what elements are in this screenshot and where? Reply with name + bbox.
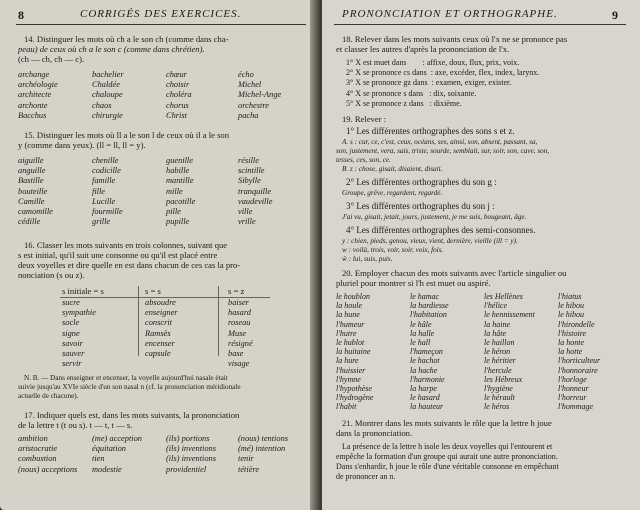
ex21-paragraph-2: empêche la formation d'un groupe qui aurait une autre prononciation. xyxy=(336,452,558,461)
ex19-item-4c: ẅ : lui, suis, puis. xyxy=(342,255,393,263)
ex19-item-4a: y : chien, pieds, genou, vieux, vient, dernière, vieille (ill = y). xyxy=(342,237,518,245)
page-number-right: 9 xyxy=(612,8,618,22)
ex20-title-2: pluriel pour montrer si l'h est muet ou aspiré. xyxy=(336,278,491,288)
ex20-title: 20. Employer chacun des mots suivants avec l'article singulier ou xyxy=(342,268,567,278)
ex16-header-2: s = s xyxy=(145,286,161,296)
ex17-column-1: ambition aristocratie combustion (nous) acceptions xyxy=(18,434,78,474)
ex16-header-3: s = z xyxy=(228,286,245,296)
ex17-column-3: (ils) portions (ils) inventions (ils) inventions providentiel xyxy=(166,434,217,474)
ex16-note-3: actuelle de chacune). xyxy=(18,392,79,400)
ex14-title: 14. Distinguer les mots où ch a le son ch (comme dans cha- xyxy=(24,34,229,44)
ex17-column-4: (nous) tentions (mé) intention tenir tétière xyxy=(238,434,289,474)
ex14-column-3: chœur choisir choléra chorus Christ xyxy=(166,70,192,120)
ex15-column-1: aiguille anguille Bastille bouteille Camille camomille cédille xyxy=(18,156,53,227)
ex19-title: 19. Relever : xyxy=(342,114,387,124)
ex16-table-divider-1 xyxy=(138,286,139,356)
ex17-column-2: (me) acception équitation tien modestie xyxy=(92,434,142,474)
ex20-column-4: l'hiatus le hibou le hibou l'hirondelle l'histoire la honte la hotte l'horticulteur l'honnoraire l'horloge l'honneur l'horreur l'hommage xyxy=(558,292,601,412)
ex14-title-2: peau) de ceux où ch a le son c (comme dans chrétien). xyxy=(18,44,205,54)
ex16-column-1: sucre sympathie socle signe savoir sauver servir xyxy=(62,298,96,369)
ex15-title-2: y (comme dans yeux). (ll = ll, ll = y). xyxy=(18,140,146,150)
ex21-title: 21. Montrer dans les mots suivants le rôle que la lettre h joue xyxy=(342,418,552,428)
ex20-column-1: le houblon la houle la hune l'humeur l'hutre le hublot la huitaine la hure l'huissier l'hymne l'hypothèse l'hydrogène l'habit xyxy=(336,292,374,412)
ex21-paragraph-4: de prononcer an n. xyxy=(336,472,396,481)
ex16-note-2: suivie jusqu'au XVIe siècle d'un son nasal n (cf. la prononciation méridionale xyxy=(18,383,241,391)
ex18-lines: 1° X est muet dans : affixe, doux, flux, prix, voix. 2° X se prononce cs dans : axe, excéder, flex, index, larynx. 3° X se prononce gz dans : examen, exiger, exister. 4° X se prononce s dans : dix, soixante. 5° X se prononce z dans : dixième. xyxy=(346,58,540,108)
ex14-column-2: bachelier Chaldée chaloupe chaos chirurgie xyxy=(92,70,124,120)
header-rule-right xyxy=(334,24,626,25)
ex15-column-3: guenille habille mantille mille pacotille pille pupille xyxy=(166,156,196,227)
ex16-column-2: absoudre enseigner conscrit Ramsès encenser capsule xyxy=(145,298,178,359)
ex20-column-2: le hamac la hardiesse l'habitation le hâle la halle le hall l'hameçon le hachot la hache l'harmonie la harpe le hasard la hauteur xyxy=(410,292,449,412)
header-rule-left xyxy=(16,24,306,25)
ex17-title-2: de la lettre t (t ou s). t — t, t — s. xyxy=(18,420,133,430)
ex15-column-4: résille scintille Sibylle tranquille vaudeville ville vrille xyxy=(238,156,273,227)
ex19-item-3: 3° Les différentes orthographes du son j : xyxy=(346,201,495,211)
ex14-column-4: écho Michel Michel-Ange orchestre pacha xyxy=(238,70,282,120)
ex14-column-1: archange archéologie architecte archonte Bacchus xyxy=(18,70,58,120)
ex16-header-1: s initiale = s xyxy=(62,286,104,296)
ex18-title: 18. Relever dans les mots suivants ceux où l'x ne se prononce pas xyxy=(342,34,568,44)
ex16-table-divider-2 xyxy=(218,286,219,356)
ex21-title-2: dans la prononciation. xyxy=(336,428,413,438)
right-page xyxy=(322,0,640,510)
running-header-right: PRONONCIATION ET ORTHOGRAPHE. xyxy=(342,8,558,20)
ex17-title: 17. Indiquer quels est, dans les mots suivants, la prononciation xyxy=(24,410,240,420)
ex15-column-2: chenille codicille famille fille Lucille fourmille grille xyxy=(92,156,123,227)
ex16-title-3: deux voyelles et dire quelle en est dans chacun de ces cas la pro- xyxy=(18,260,241,270)
ex19-item-4: 4° Les différentes orthographes des semi-consonnes. xyxy=(346,225,536,235)
ex16-title-4: nonciation (s ou z). xyxy=(18,270,85,280)
left-page xyxy=(0,0,318,510)
ex19-item-1: 1° Les différentes orthographes des sons s et z. xyxy=(346,126,515,136)
ex19-item-1a: A. s : cur, ce, c'est, ceux, océans, ses, ainsi, son, absent, passant, sa, xyxy=(342,138,538,146)
ex19-item-2a: Groupe, grêve, regardent, regardé. xyxy=(342,189,443,197)
ex16-column-3: baiser hasard roseau Muse résigné base visage xyxy=(228,298,253,369)
ex19-item-3a: J'ai vu, gisait, jetait, jours, justement, je me suis, bougeant, âge. xyxy=(342,213,527,221)
ex21-paragraph-1: La présence de la lettre h isole les deux voyelles qui l'entourent et xyxy=(342,442,553,451)
ex18-title-2: et classer les autres d'après la prononciation de l'x. xyxy=(336,44,510,54)
ex19-item-2: 2° Les différentes orthographes du son g : xyxy=(346,177,497,187)
page-number-left: 8 xyxy=(18,8,24,22)
ex20-column-3: les Hellènes l'hélice le hennissement la haine la hâte le haillon le héron le héritier l'hercule les Hébreux l'hygiène le hérault le héros xyxy=(484,292,535,412)
ex15-title: 15. Distinguer les mots où ll a le son l de ceux où il a le son xyxy=(24,130,230,140)
ex19-item-1b: son, justement, vera, sais, triste, sourde, semblait, sur, soir, son, cave, son, xyxy=(336,147,550,155)
ex16-title-2: s est initial, qu'il suit une consonne ou qu'il est placé entre xyxy=(18,250,218,260)
ex16-note: N. B. — Dans enseigner et encenser, la voyelle aujourd'hui nasale était xyxy=(24,374,228,382)
ex21-paragraph-3: Dans s'enhardir, h joue le rôle d'une véritable consonne en empêchant xyxy=(336,462,559,471)
ex19-item-1d: B. z : chose, gisait, disaient, disait. xyxy=(342,165,443,173)
ex16-title: 16. Classer les mots suivants en trois colonnes, suivant que xyxy=(24,240,228,250)
ex14-title-3: (ch — ch, ch — c). xyxy=(18,54,85,64)
ex19-item-1c: tesses, ces, son, ce. xyxy=(336,156,391,164)
ex19-item-4b: w : voilà, trois, voir, soir, voix, fois. xyxy=(342,246,444,254)
running-header-left: CORRIGÉS DES EXERCICES. xyxy=(80,8,242,20)
